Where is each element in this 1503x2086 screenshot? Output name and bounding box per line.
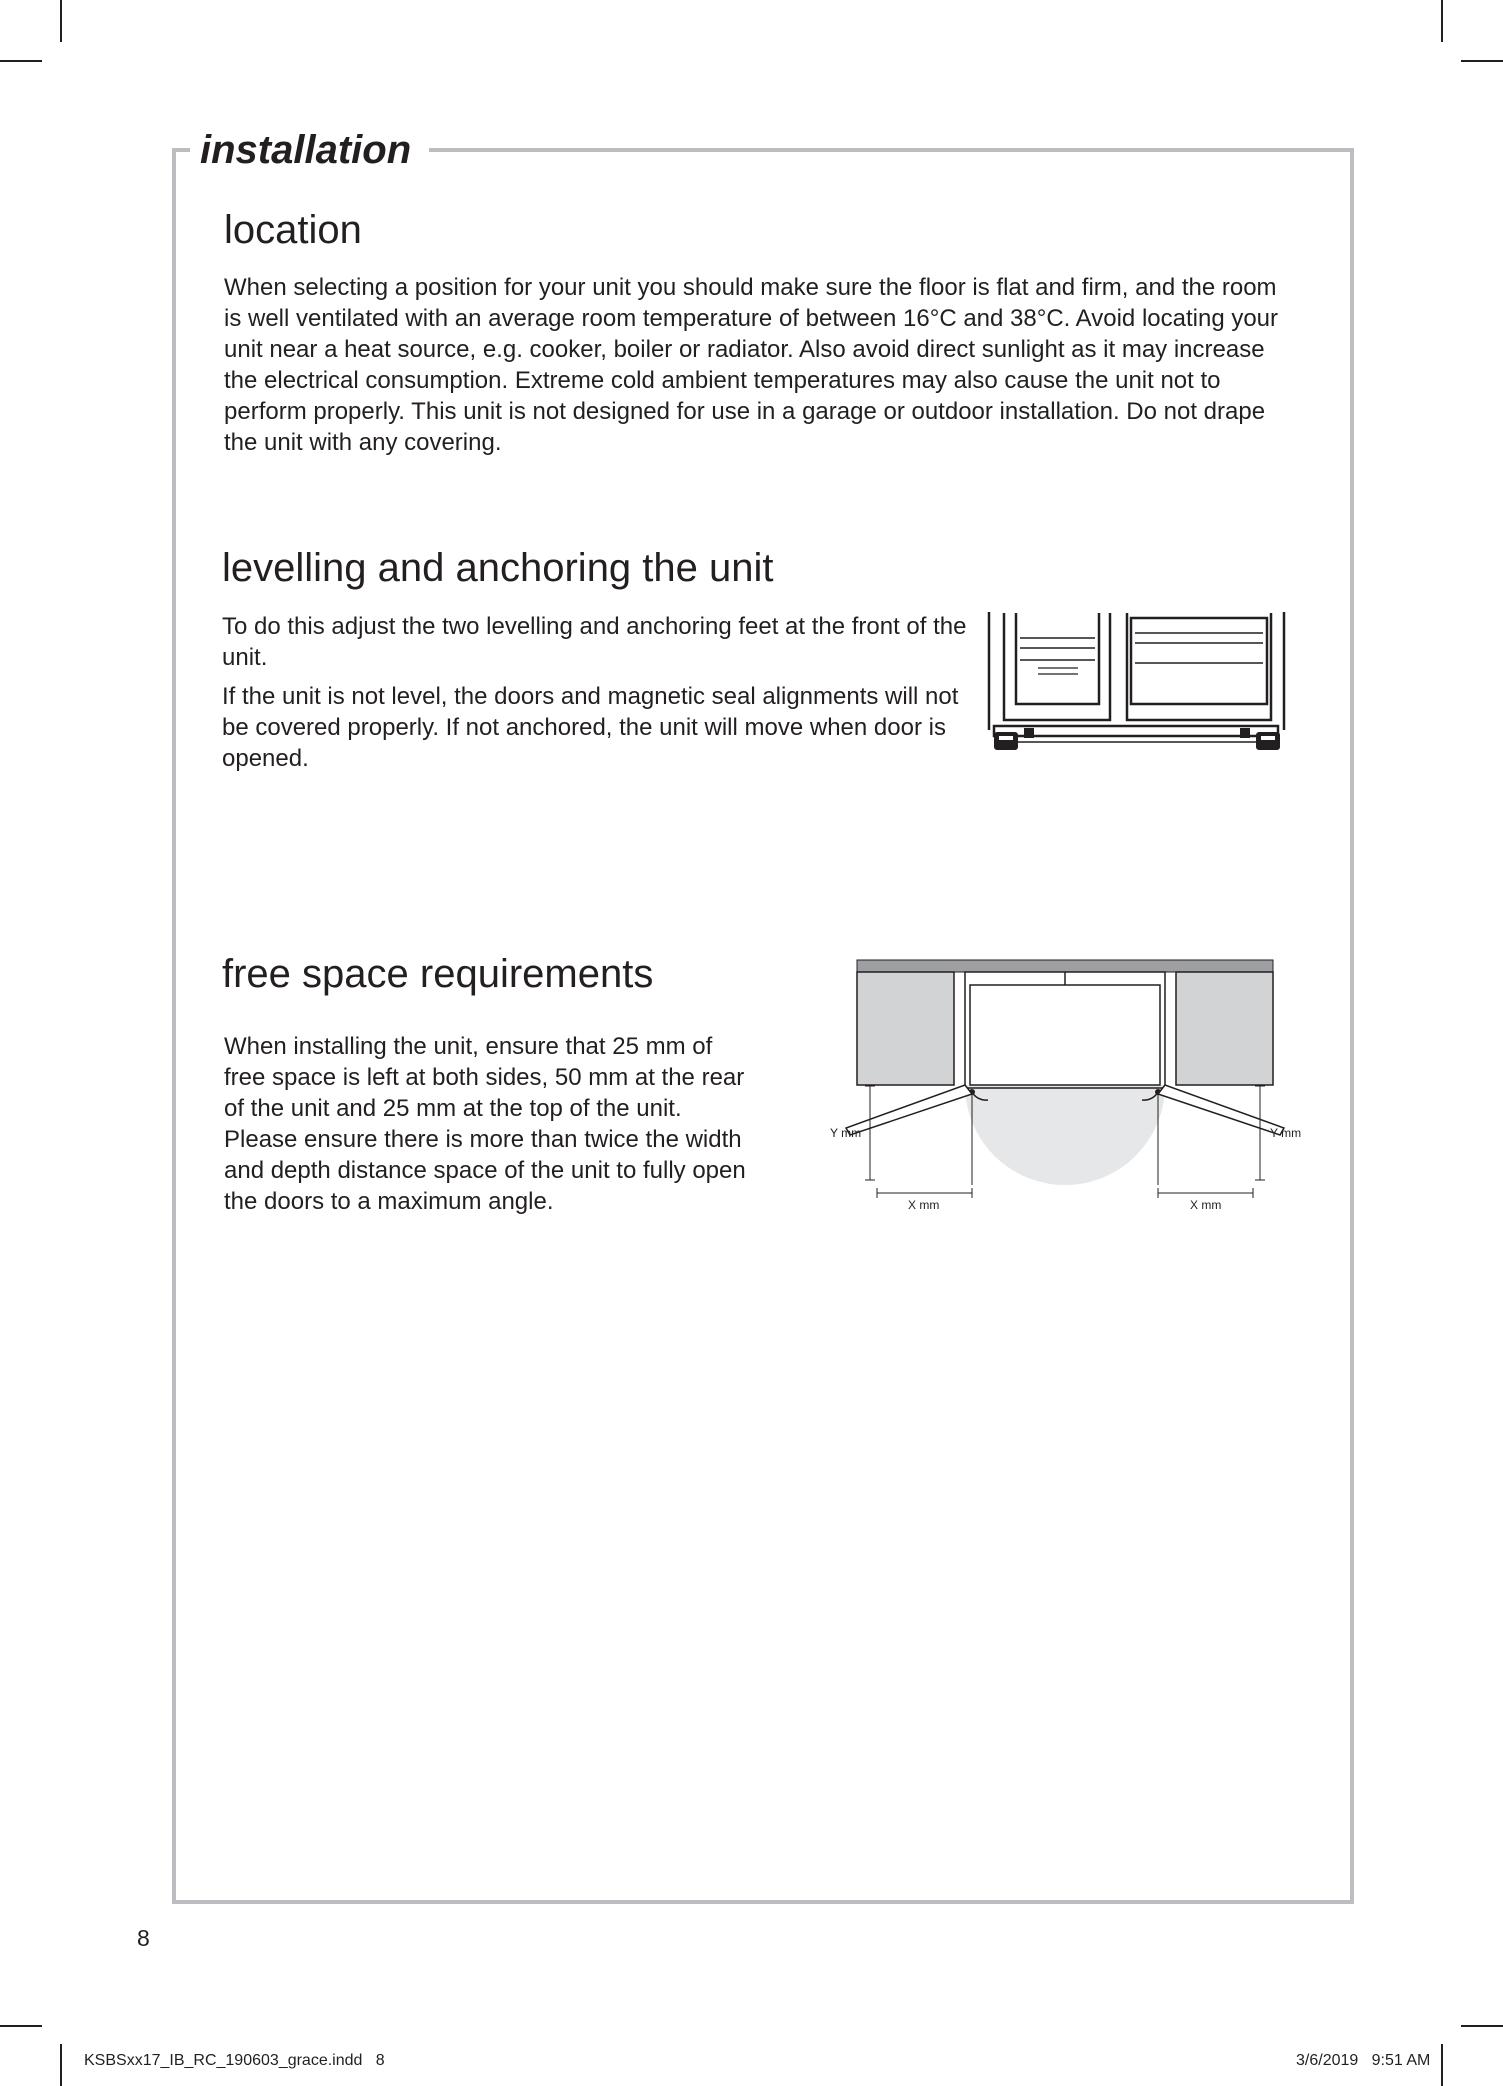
crop-mark [1461,2025,1503,2027]
crop-mark [0,60,42,62]
crop-mark [1441,0,1443,42]
y-dimension-label-left: Y mm [830,1126,862,1140]
door-clearance-diagram [820,955,1302,1215]
crop-mark [60,0,62,42]
levelling-heading: levelling and anchoring the unit [222,546,774,590]
page-number: 8 [137,1925,150,1951]
free-space-heading: free space requirements [222,952,654,996]
crop-mark [1441,2044,1443,2086]
x-dimension-label-right: X mm [1190,1198,1222,1212]
levelling-para-1: To do this adjust the two levelling and anchoring feet at the front of the unit. [222,613,967,671]
section-title: installation [190,122,429,178]
crop-mark [1461,60,1503,62]
levelling-para-2: If the unit is not level, the doors and magnetic seal alignments will not be covered properly. If not anchored, the unit will move when door is opened. [222,683,959,772]
fridge-front-illustration [986,608,1288,760]
footer-filename: KSBSxx17_IB_RC_190603_grace.indd 8 [84,2052,385,2069]
y-dimension-label-right: Y mm [1270,1126,1302,1140]
location-body: When selecting a position for your unit you should make sure the floor is flat and firm, and the room is well ventilated with an average room temperature of between 16°C and 38°C. Avoid locating your unit near a heat source, e.g. cooker, boiler or radiator. Also avoid direct sunlight as it may increase the electrical consumption. Extreme cold ambient temperatures may also cause the unit not to perform properly. This unit is not designed for use in a garage or outdoor installation. Do not drape the unit with any covering. [224,274,1279,456]
free-space-body: When installing the unit, ensure that 25 mm of free space is left at both sides, 50 mm at the rear of the unit and 25 mm at the top of the unit. Please ensure there is more than twice the width and depth distance space of the unit to fully open the doors to a maximum angle. [224,1033,746,1215]
location-heading: location [224,208,362,252]
crop-mark [60,2044,62,2086]
x-dimension-label-left: X mm [908,1198,940,1212]
footer-date: 3/6/2019 9:51 AM [1296,2052,1431,2069]
crop-mark [0,2025,42,2027]
